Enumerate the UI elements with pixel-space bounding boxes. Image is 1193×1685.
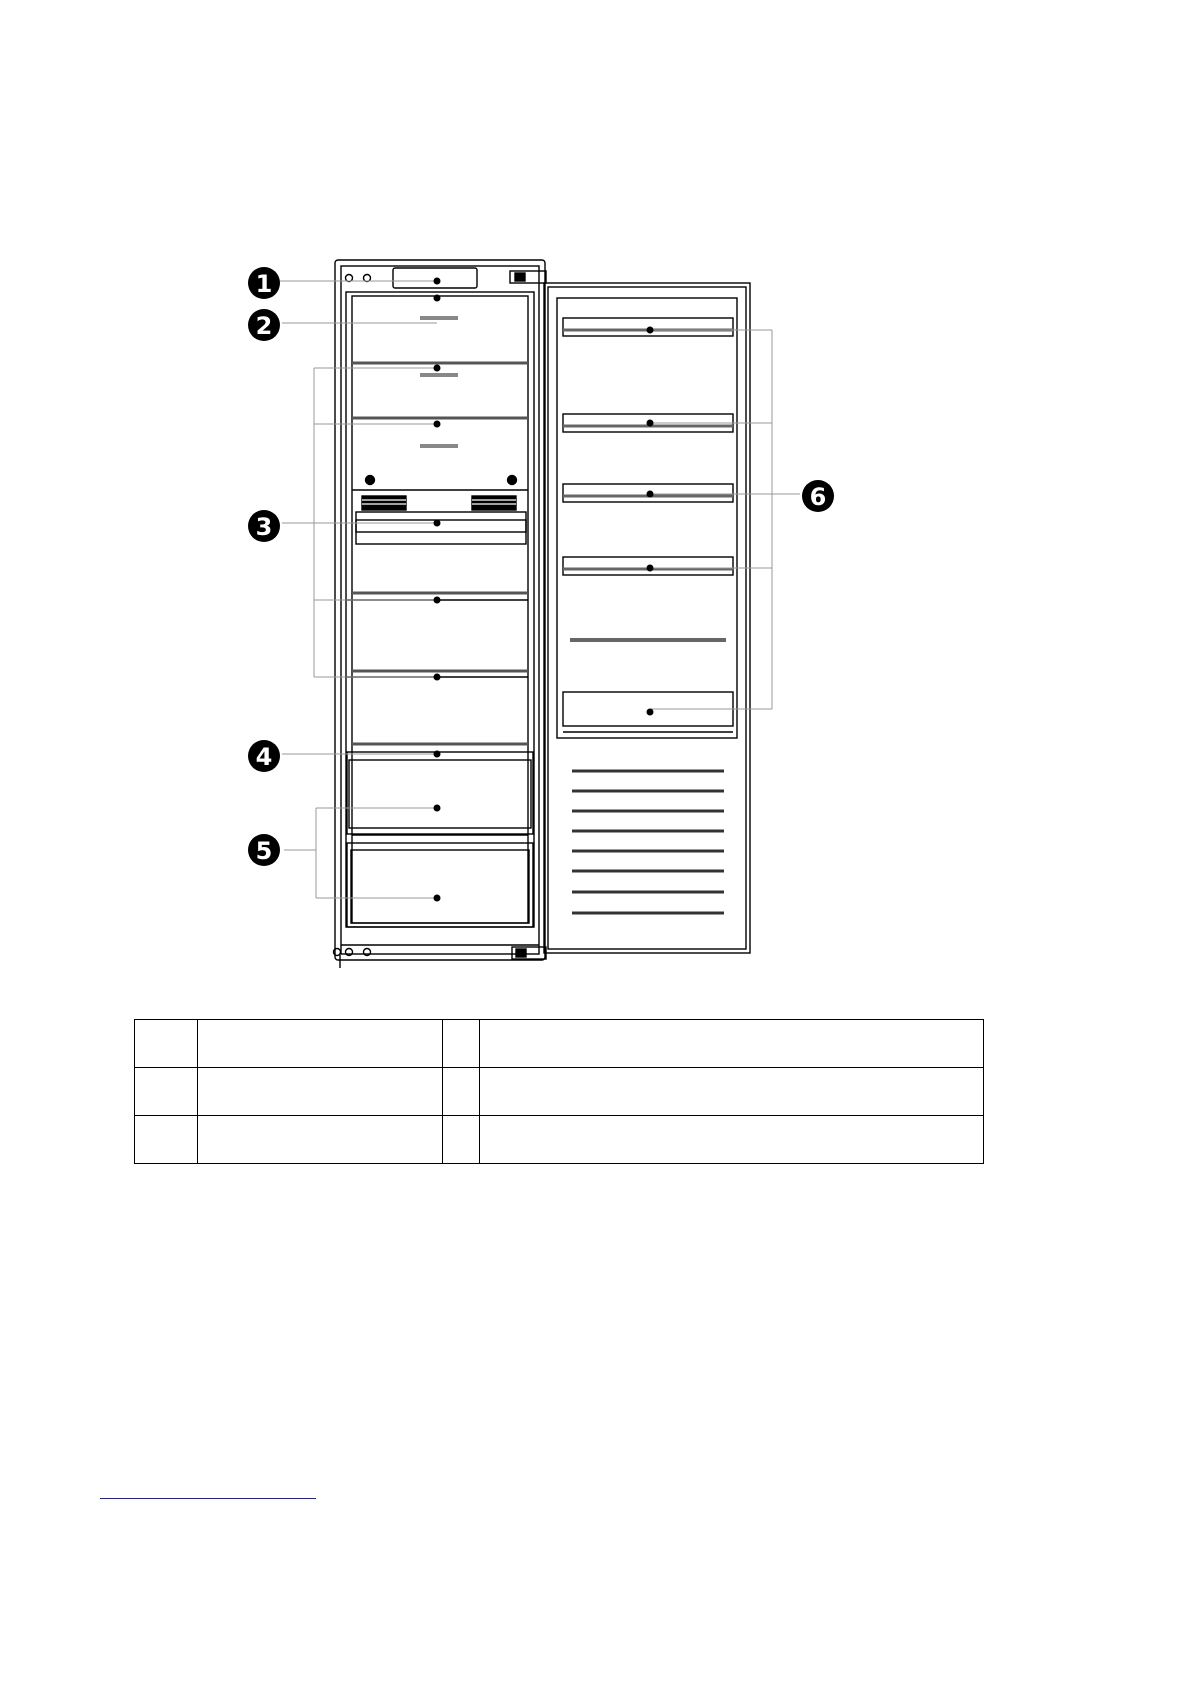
door-balconies <box>563 318 733 732</box>
callout-6 <box>802 480 834 512</box>
table-cell <box>443 1020 480 1068</box>
svg-text:6: 6 <box>809 483 827 511</box>
table-cell <box>135 1020 198 1068</box>
table-cell <box>480 1020 984 1068</box>
glass-shelves <box>345 363 528 744</box>
table-cell <box>443 1068 480 1116</box>
door-ribs <box>572 771 724 913</box>
table-cell <box>198 1116 443 1164</box>
callout-1 <box>248 267 280 299</box>
cabinet-base <box>334 945 547 968</box>
crisper-drawers <box>347 752 533 927</box>
table-cell <box>480 1068 984 1116</box>
svg-text:3: 3 <box>255 513 273 541</box>
svg-text:4: 4 <box>255 743 273 771</box>
table-cell <box>480 1116 984 1164</box>
svg-text:1: 1 <box>255 270 273 298</box>
table-cell <box>135 1068 198 1116</box>
table-cell <box>135 1116 198 1164</box>
door <box>544 283 750 953</box>
table-row <box>135 1068 984 1116</box>
callout-3 <box>248 510 280 542</box>
leader-lines <box>280 281 800 898</box>
table-cell <box>198 1068 443 1116</box>
table-row <box>135 1020 984 1068</box>
svg-text:5: 5 <box>255 837 273 865</box>
control-panel <box>346 268 547 288</box>
callout-2 <box>248 309 280 341</box>
svg-text:2: 2 <box>255 312 273 340</box>
table-cell <box>443 1116 480 1164</box>
air-duct <box>352 476 528 545</box>
table-cell <box>198 1020 443 1068</box>
table-row <box>135 1116 984 1164</box>
callout-4 <box>248 740 280 772</box>
parts-legend-table <box>134 1019 984 1164</box>
callout-5 <box>248 834 280 866</box>
footer-link[interactable] <box>100 1498 316 1499</box>
